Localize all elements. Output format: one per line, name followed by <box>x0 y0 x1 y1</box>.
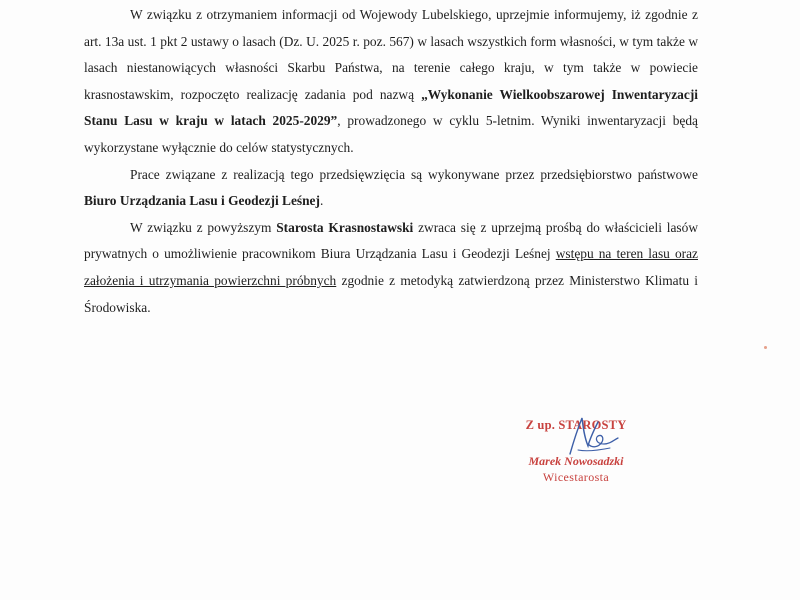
paragraph-1 <box>84 2 698 162</box>
paragraph-3-text-c: zgodnie z metodyką zatwierdzoną przez Ministerstwo Klimatu i Środowiska. <box>84 272 698 315</box>
starosta-bold: Starosta Krasnostawski <box>276 219 414 235</box>
paragraph-2 <box>84 162 698 215</box>
paragraph-1-text-b: , prowadzonego w cyklu 5-letnim. Wyniki inwentaryzacji będą wykorzystane wyłącznie do celów statystycznych. <box>84 113 698 155</box>
paragraph-3 <box>84 215 698 321</box>
paragraph-3-text-b: zwraca się z uprzejmą prośbą do właścicieli lasów prywatnych o umożliwienie pracownikom Biura Urządzania Lasu i Geodezji Leśnej <box>84 219 698 262</box>
scan-speck <box>764 346 767 349</box>
task-name-bold: „Wykonanie Wielkoobszarowej Inwentaryzacji Stanu Lasu w kraju w latach 2025-2029” <box>84 86 698 129</box>
paragraph-3-text-a: W związku z powyższym <box>130 219 277 235</box>
letter-body <box>84 2 698 321</box>
access-request-underlined: wstępu na teren lasu oraz założenia i utrzymania powierzchni próbnych <box>84 246 698 288</box>
paragraph-1-text-a: W związku z otrzymaniem informacji od Wojewody Lubelskiego, uprzejmie informujemy, iż zgodnie z art. 13a ust. 1 pkt 2 ustawy o lasach (Dz. U. 2025 r. poz. 567) w lasach wszystkich form własności, w tym także w lasach niestanowiących własności Skarbu Państwa, na terenie całego kraju, w tym także w powiecie krasnostawskim, rozpoczęto realizację zadania pod nazwą <box>84 7 698 102</box>
stamp-title: Wicestarosta <box>542 470 610 484</box>
enterprise-name-bold: Biuro Urządzania Lasu i Geodezji Leśnej <box>84 193 320 209</box>
stamp-name: Marek Nowosadzki <box>528 454 624 468</box>
paragraph-2-text-b: . <box>319 193 324 209</box>
stamp-authorization: Z up. STAROSTY <box>525 418 627 432</box>
paragraph-2-text-a: Prace związane z realizacją tego przedsięwzięcia są wykonywane przez przedsiębiorstwo państwowe <box>130 166 698 182</box>
handwritten-signature <box>548 410 628 460</box>
